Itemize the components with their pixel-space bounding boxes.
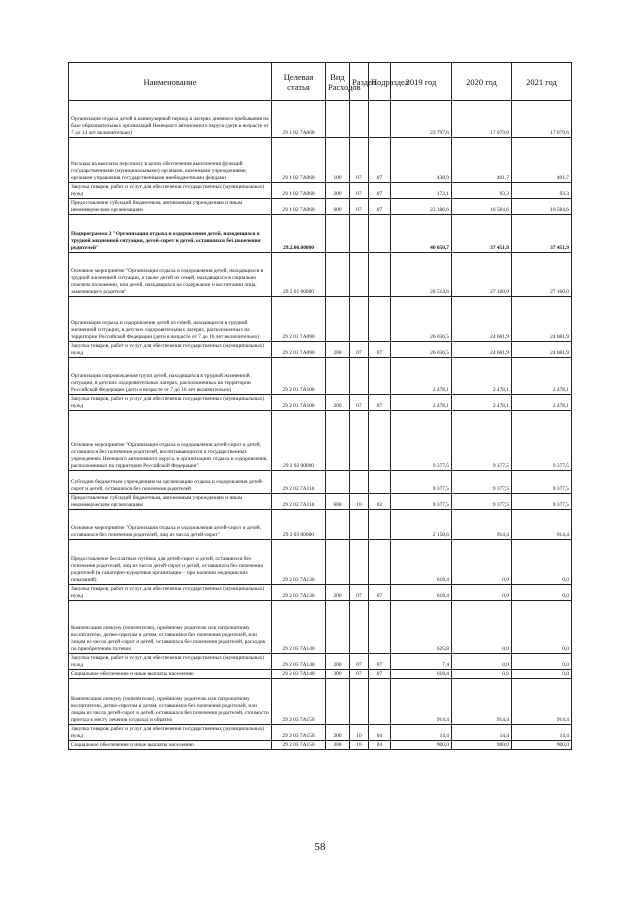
cell-target-code: 29 1 02 7А060 — [272, 138, 326, 183]
cell-subsection: 07 — [369, 670, 391, 679]
header-name: Наименование — [69, 63, 272, 101]
table-row — [69, 395, 572, 411]
cell-subsection: 07 — [369, 585, 391, 601]
cell-2020: 914,4 — [452, 510, 512, 540]
cell-expense-type: 600 — [326, 494, 350, 510]
cell-2020: 24 681,9 — [452, 297, 512, 342]
cell-2019: 40 050,7 — [391, 215, 452, 253]
cell-target-code: 29 2 03 7А150 — [272, 679, 326, 725]
cell-2020: 17 079,6 — [452, 101, 512, 138]
cell-name: Закупка товаров, работ и услуг для обеспечения государственных (муниципальных) нужд — [69, 342, 272, 358]
cell-expense-type — [326, 510, 350, 540]
table-row — [69, 253, 572, 297]
table-row — [69, 510, 572, 540]
cell-name: Расходы на выплаты персоналу в целях обеспечения выполнения функций государственными (муниципальными) органами, казенными учреждениями, органами управления государственными внебюджетными фондами — [69, 138, 272, 183]
cell-2019: 900,0 — [391, 741, 452, 750]
cell-target-code: 29 2 01 7А090 — [272, 297, 326, 342]
cell-2021: 14,4 — [512, 725, 572, 741]
cell-section — [350, 215, 369, 253]
cell-2021: 17 079,6 — [512, 101, 572, 138]
cell-2021: 0,0 — [512, 540, 572, 585]
cell-2021: 16 584,6 — [512, 199, 572, 215]
cell-section — [350, 471, 369, 494]
table-body — [69, 101, 572, 750]
cell-name: Предоставление субсидий бюджетным, автономным учреждениям и иным некоммерческим организациям — [69, 199, 272, 215]
cell-2021: 9 377,5 — [512, 471, 572, 494]
cell-2021: 0,0 — [512, 670, 572, 679]
cell-target-code: 29 2 02 7А110 — [272, 471, 326, 494]
cell-target-code: 29 2 01 7А090 — [272, 342, 326, 358]
header-subsection: Подраздел — [369, 63, 391, 101]
cell-section: 07 — [350, 199, 369, 215]
cell-subsection — [369, 540, 391, 585]
cell-subsection — [369, 215, 391, 253]
cell-section — [350, 101, 369, 138]
table-row — [69, 540, 572, 585]
cell-section — [350, 253, 369, 297]
cell-section: 07 — [350, 585, 369, 601]
cell-subsection: 07 — [369, 395, 391, 411]
cell-section — [350, 510, 369, 540]
cell-expense-type: 300 — [326, 670, 350, 679]
cell-2020: 0,0 — [452, 670, 512, 679]
table-row — [69, 725, 572, 741]
cell-2021: 0,0 — [512, 585, 572, 601]
cell-section: 07 — [350, 138, 369, 183]
cell-2020: 14,4 — [452, 725, 512, 741]
cell-subsection — [369, 101, 391, 138]
cell-2019: 625,8 — [391, 601, 452, 654]
table-row — [69, 183, 572, 199]
cell-2021: 2 478,1 — [512, 395, 572, 411]
cell-2019: 28 514,6 — [391, 253, 452, 297]
cell-target-code: 29 2 01 7А100 — [272, 395, 326, 411]
header-row — [69, 63, 572, 101]
cell-2020: 900,0 — [452, 741, 512, 750]
cell-section: 10 — [350, 725, 369, 741]
cell-expense-type — [326, 215, 350, 253]
cell-2020: 0,0 — [452, 601, 512, 654]
cell-section: 10 — [350, 494, 369, 510]
cell-2019: 23 797,6 — [391, 101, 452, 138]
cell-expense-type — [326, 297, 350, 342]
cell-2020: 0,0 — [452, 540, 512, 585]
cell-expense-type: 200 — [326, 725, 350, 741]
cell-2020: 914,4 — [452, 679, 512, 725]
cell-target-code: 29 2 02 7А110 — [272, 494, 326, 510]
cell-2019: 9 377,5 — [391, 471, 452, 494]
cell-section: 07 — [350, 654, 369, 670]
table-row — [69, 494, 572, 510]
cell-expense-type: 200 — [326, 183, 350, 199]
cell-name: Организация отдыха детей в каникулярный период в лагерях дневного пребывания на базе образовательных организаций Ненецкого автономного округа (дети в возрасте от 7 до 14 лет включительно) — [69, 101, 272, 138]
cell-expense-type — [326, 358, 350, 395]
cell-section: 07 — [350, 670, 369, 679]
cell-target-code: 29 2 01 7А100 — [272, 358, 326, 395]
cell-expense-type — [326, 253, 350, 297]
table-row — [69, 342, 572, 358]
cell-2021: 93,3 — [512, 183, 572, 199]
cell-2019: 26 036,5 — [391, 342, 452, 358]
cell-2021: 0,0 — [512, 654, 572, 670]
cell-2020: 2 478,1 — [452, 395, 512, 411]
cell-target-code: 29 2 03 7А140 — [272, 654, 326, 670]
cell-2020: 2 478,1 — [452, 358, 512, 395]
cell-2021: 27 160,0 — [512, 253, 572, 297]
cell-2020: 27 160,0 — [452, 253, 512, 297]
cell-name: Предоставление субсидий бюджетным, автономным учреждениям и иным некоммерческим организациям — [69, 494, 272, 510]
header-target: Целевая статья — [272, 63, 326, 101]
cell-name: Компенсация опекуну (попечителю), приёмному родителю или патронатному воспитателю, детям-сиротам и детям, оставшимся без попечения родителей, или лицам из числа детей-сирот и детей, оставшихся без попечения родителей, стоимости проезда к месту лечения (отдыха) и обратно — [69, 679, 272, 725]
cell-expense-type — [326, 101, 350, 138]
cell-target-code: 29 1 02 7А060 — [272, 199, 326, 215]
table-row — [69, 215, 572, 253]
table-row — [69, 411, 572, 471]
cell-expense-type: 600 — [326, 199, 350, 215]
table-row — [69, 101, 572, 138]
cell-subsection — [369, 297, 391, 342]
header-2020: 2020 год — [452, 63, 512, 101]
cell-2020: 0,0 — [452, 585, 512, 601]
cell-target-code: 29 2 03 7А130 — [272, 540, 326, 585]
cell-subsection — [369, 601, 391, 654]
cell-target-code: 29 2 03 7А150 — [272, 741, 326, 750]
cell-2021: 2 478,1 — [512, 358, 572, 395]
cell-expense-type: 200 — [326, 585, 350, 601]
cell-2019: 9 377,5 — [391, 411, 452, 471]
cell-section — [350, 540, 369, 585]
cell-subsection — [369, 510, 391, 540]
cell-expense-type: 100 — [326, 138, 350, 183]
cell-2019: 2 478,1 — [391, 395, 452, 411]
cell-name: Закупка товаров, работ и услуг для обеспечения государственных (муниципальных) нужд — [69, 585, 272, 601]
cell-expense-type: 300 — [326, 741, 350, 750]
cell-2019: 618,4 — [391, 670, 452, 679]
cell-section — [350, 679, 369, 725]
cell-subsection — [369, 253, 391, 297]
cell-name: Закупка товаров, работ и услуг для обеспечения государственных (муниципальных) нужд — [69, 654, 272, 670]
cell-2021: 24 681,9 — [512, 297, 572, 342]
page-number: 58 — [314, 841, 326, 853]
cell-expense-type — [326, 540, 350, 585]
cell-2021: 24 681,9 — [512, 342, 572, 358]
cell-name: Субсидии бюджетным учреждениям на организацию отдыха и оздоровления детей-сирот и детей, оставшихся без попечения родителей — [69, 471, 272, 494]
cell-name: Закупка товаров, работ и услуг для обеспечения государственных (муниципальных) нужд — [69, 725, 272, 741]
cell-expense-type: 200 — [326, 654, 350, 670]
cell-name: Компенсация опекуну (попечителю), приёмному родителю или патронатному воспитателю, детям-сиротам и детям, оставшимся без попечения родителей, или лицам из числа детей-сирот и детей, оставшихся без попечения родителей, расходов по приобретению путевок — [69, 601, 272, 654]
cell-name: Социальное обеспечение и иные выплаты населению — [69, 741, 272, 750]
table-row — [69, 199, 572, 215]
cell-2019: 26 036,5 — [391, 297, 452, 342]
cell-target-code: 29 2 03 7А140 — [272, 601, 326, 654]
cell-section: 10 — [350, 741, 369, 750]
cell-subsection — [369, 358, 391, 395]
cell-expense-type — [326, 601, 350, 654]
cell-name: Предоставление бесплатных путёвок для детей-сирот и детей, оставшихся без попечения родителей, лиц из числа детей-сирот и детей, оставшихся без попечения родителей (в санаторно-курортные организации – при наличии медицинских показаний) — [69, 540, 272, 585]
cell-2021: 900,0 — [512, 741, 572, 750]
cell-subsection: 07 — [369, 199, 391, 215]
table-row — [69, 297, 572, 342]
table-row — [69, 670, 572, 679]
cell-target-code: 29.2.00.00000 — [272, 215, 326, 253]
cell-2021: 914,4 — [512, 510, 572, 540]
cell-section — [350, 601, 369, 654]
table-row — [69, 471, 572, 494]
cell-expense-type: 200 — [326, 342, 350, 358]
cell-2019: 2 478,1 — [391, 358, 452, 395]
cell-subsection: 07 — [369, 183, 391, 199]
cell-name: Основное мероприятие "Организация отдыха и оздоровления детей-сирот и детей, оставшихся без попечения родителей, воспитывающихся в государственных учреждениях Ненецкого автономного округа, в организациях отдыха и оздоровления, расположенных на территории Российской Федерации" — [69, 411, 272, 471]
cell-expense-type — [326, 411, 350, 471]
cell-name: Основное мероприятие "Организация отдыха и оздоровления детей, находящихся в трудной жизненной ситуации, а также детей из семей, находящихся в социально опасном положении, или детей, находящихся на содержании и воспитании лица, заменяющего родителя" — [69, 253, 272, 297]
cell-name: Организация сопровождения групп детей, находящихся в трудной жизненной ситуации, в детских оздоровительных лагерях, расположенных на территории Российской Федерации (дети в возрасте от 7 до 16 лет включительно) — [69, 358, 272, 395]
table-row — [69, 741, 572, 750]
cell-name: Закупка товаров, работ и услуг для обеспечения государственных (муниципальных) нужд — [69, 183, 272, 199]
cell-name: Социальное обеспечение и иные выплаты населению — [69, 670, 272, 679]
table-row — [69, 679, 572, 725]
cell-section: 07 — [350, 342, 369, 358]
table-row — [69, 585, 572, 601]
cell-2019: 2 158,6 — [391, 510, 452, 540]
budget-table — [68, 62, 572, 750]
cell-section — [350, 411, 369, 471]
cell-2019: 23 186,6 — [391, 199, 452, 215]
cell-target-code: 29 2 01 00000 — [272, 253, 326, 297]
cell-target-code: 29 1 02 7А060 — [272, 183, 326, 199]
cell-2020: 9 377,5 — [452, 494, 512, 510]
table-row — [69, 358, 572, 395]
cell-2019: 14,4 — [391, 725, 452, 741]
cell-2021: 0,0 — [512, 601, 572, 654]
cell-name: Закупка товаров, работ и услуг для обеспечения государственных (муниципальных) нужд — [69, 395, 272, 411]
cell-2020: 401,7 — [452, 138, 512, 183]
cell-2019: 618,4 — [391, 540, 452, 585]
cell-target-code: 29 2 03 7А150 — [272, 725, 326, 741]
cell-2020: 9 377,5 — [452, 411, 512, 471]
cell-subsection: 07 — [369, 138, 391, 183]
cell-2021: 401,7 — [512, 138, 572, 183]
cell-subsection: 07 — [369, 342, 391, 358]
cell-2019: 7,4 — [391, 654, 452, 670]
cell-2019: 172,1 — [391, 183, 452, 199]
cell-section — [350, 297, 369, 342]
cell-2021: 9 377,5 — [512, 494, 572, 510]
cell-2020: 0,0 — [452, 654, 512, 670]
cell-subsection — [369, 471, 391, 494]
cell-name: Организация отдыха и оздоровления детей из семей, находящихся в трудной жизненной ситуации, в детских оздоровительных лагерях, расположенных на территории Российской Федерации (дети в возрасте от 7 до 16 лет включительно) — [69, 297, 272, 342]
header-2021: 2021 год — [512, 63, 572, 101]
cell-2020: 24 681,9 — [452, 342, 512, 358]
header-expense-type: Вид Расходов — [326, 63, 350, 101]
cell-target-code: 29 1 02 7А060 — [272, 101, 326, 138]
cell-section: 07 — [350, 183, 369, 199]
cell-2019: 914,4 — [391, 679, 452, 725]
cell-subsection: 04 — [369, 725, 391, 741]
cell-subsection: 02 — [369, 494, 391, 510]
cell-expense-type — [326, 679, 350, 725]
cell-subsection: 04 — [369, 741, 391, 750]
cell-2019: 438,9 — [391, 138, 452, 183]
cell-section: 07 — [350, 395, 369, 411]
cell-subsection — [369, 679, 391, 725]
header-section: Раздел — [350, 63, 369, 101]
table-row — [69, 654, 572, 670]
cell-target-code: 29 2 03 7А130 — [272, 585, 326, 601]
cell-target-code: 29 2 03 7А140 — [272, 670, 326, 679]
cell-name: Основное мероприятие "Организация отдыха и оздоровления детей-сирот и детей, оставшихся без попечения родителей, лиц из числа детей-сирот" — [69, 510, 272, 540]
cell-2021: 37 451,9 — [512, 215, 572, 253]
cell-2019: 618,4 — [391, 585, 452, 601]
cell-2020: 37 451,9 — [452, 215, 512, 253]
cell-2020: 16 584,6 — [452, 199, 512, 215]
cell-2020: 9 377,5 — [452, 471, 512, 494]
cell-2020: 93,3 — [452, 183, 512, 199]
cell-target-code: 29 2 03 00000 — [272, 510, 326, 540]
cell-subsection: 07 — [369, 654, 391, 670]
cell-name: Подпрограмма 2 "Организация отдыха и оздоровления детей, находящихся в трудной жизненной ситуации, детей-сирот и детей, оставшихся без попечения родителей" — [69, 215, 272, 253]
table-row — [69, 138, 572, 183]
cell-2021: 9 377,5 — [512, 411, 572, 471]
header-2019: 2019 год — [391, 63, 452, 101]
table-row — [69, 601, 572, 654]
cell-expense-type — [326, 471, 350, 494]
cell-section — [350, 358, 369, 395]
cell-2021: 914,4 — [512, 679, 572, 725]
cell-subsection — [369, 411, 391, 471]
cell-expense-type: 200 — [326, 395, 350, 411]
cell-2019: 9 377,5 — [391, 494, 452, 510]
cell-target-code: 29 2 02 00000 — [272, 411, 326, 471]
